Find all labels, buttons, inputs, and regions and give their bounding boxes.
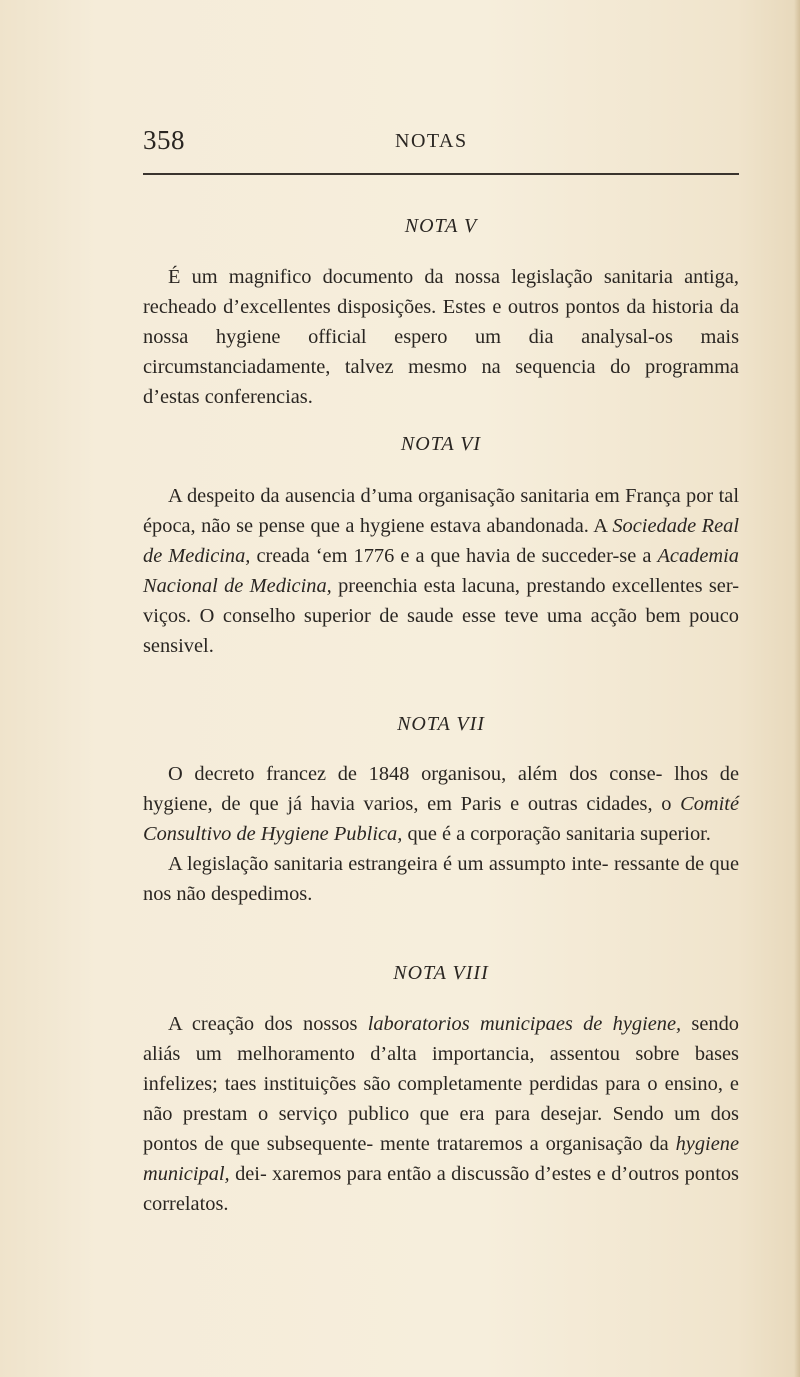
running-title: NOTAS: [395, 130, 468, 152]
text-run: A creação dos nossos: [168, 1013, 368, 1035]
text-run: creada ‘em 1776 e a que havia de succeder-se a: [250, 545, 658, 567]
text-run: É um magnifico documento da nossa legislação sanitaria antiga, recheado d’excellentes disposições. Estes e outros pontos da historia da nossa hygiene official espero um dia analysal-os mais circumstanciadamente, talvez mesmo na sequencia do programma d’estas conferencias.: [143, 266, 739, 408]
paragraph: [143, 849, 739, 909]
note-body: [143, 262, 739, 412]
note-body: [143, 759, 739, 909]
note-heading: NOTA V: [404, 215, 478, 237]
paragraph: [143, 759, 739, 849]
text-run: que é a corporação sanitaria superior.: [402, 823, 711, 845]
italic-phrase: laboratorios municipaes de hygiene,: [367, 1013, 682, 1035]
italic-phrase: hygiene municipal,: [143, 1133, 739, 1185]
note-body: [143, 481, 739, 661]
italic-phrase: Comité Consultivo de Hygiene Publica,: [143, 793, 739, 845]
note-heading: NOTA VII: [397, 713, 485, 735]
italic-phrase: Academia Nacional de Medicina,: [143, 545, 739, 597]
text-run: preenchia esta lacuna, prestando excellentes ser- viços. O conselho superior de saude esse teve uma acção bem pouco sensivel.: [143, 575, 739, 657]
text-run: A legislação sanitaria estrangeira é um assumpto inte- ressante de que nos não despedimos.: [143, 853, 739, 905]
italic-phrase: Sociedade Real de Medicina,: [143, 515, 739, 567]
text-run: O decreto francez de 1848 organisou, além dos conse- lhos de hygiene, de que já havia varios, em Paris e outras cidades, o: [143, 763, 739, 815]
header-rule: [143, 173, 739, 175]
note-body: [143, 1009, 739, 1219]
page-number: 358: [143, 125, 185, 155]
note-heading: NOTA VI: [400, 433, 482, 455]
paragraph: [143, 1009, 739, 1219]
paragraph: [143, 262, 739, 412]
page-header: [143, 125, 739, 167]
note-heading: NOTA VIII: [393, 962, 489, 984]
text-run: A despeito da ausencia d’uma organisação sanitaria em França por tal época, não se pense que a hygiene estava abandonada. A: [143, 485, 739, 537]
text-run: sendo aliás um melhoramento d’alta importancia, assentou sobre bases infelizes; taes instituições são completamente perdidas para o ensino, e não prestam o serviço publico que era para desejar. Sendo um dos pontos de que subsequente- mente trataremos a organisação da: [143, 1013, 739, 1155]
page-edge-shadow: [794, 0, 800, 1377]
paragraph: [143, 481, 739, 661]
text-run: dei- xaremos para então a discussão d’estes e d’outros pontos correlatos.: [143, 1163, 739, 1215]
